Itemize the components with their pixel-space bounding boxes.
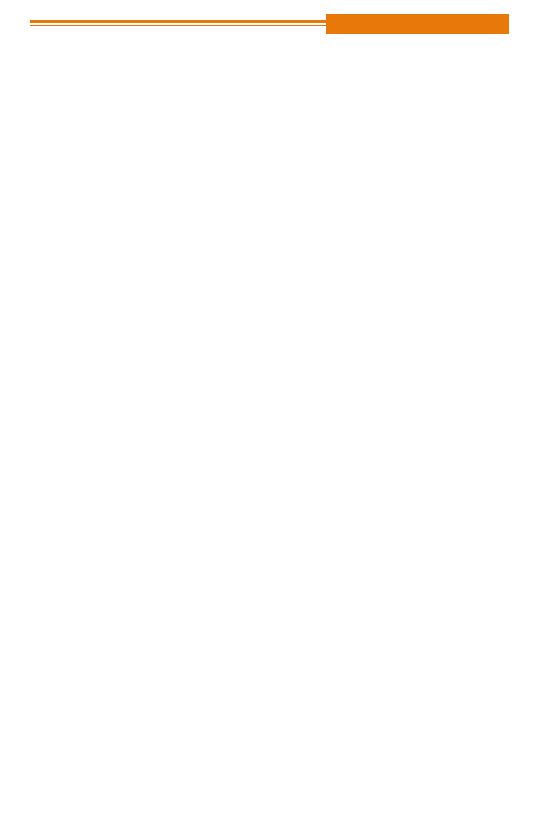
header-rule-thin	[30, 25, 330, 26]
header-title	[326, 14, 509, 34]
header-rule	[30, 20, 330, 23]
page-header	[0, 12, 541, 34]
